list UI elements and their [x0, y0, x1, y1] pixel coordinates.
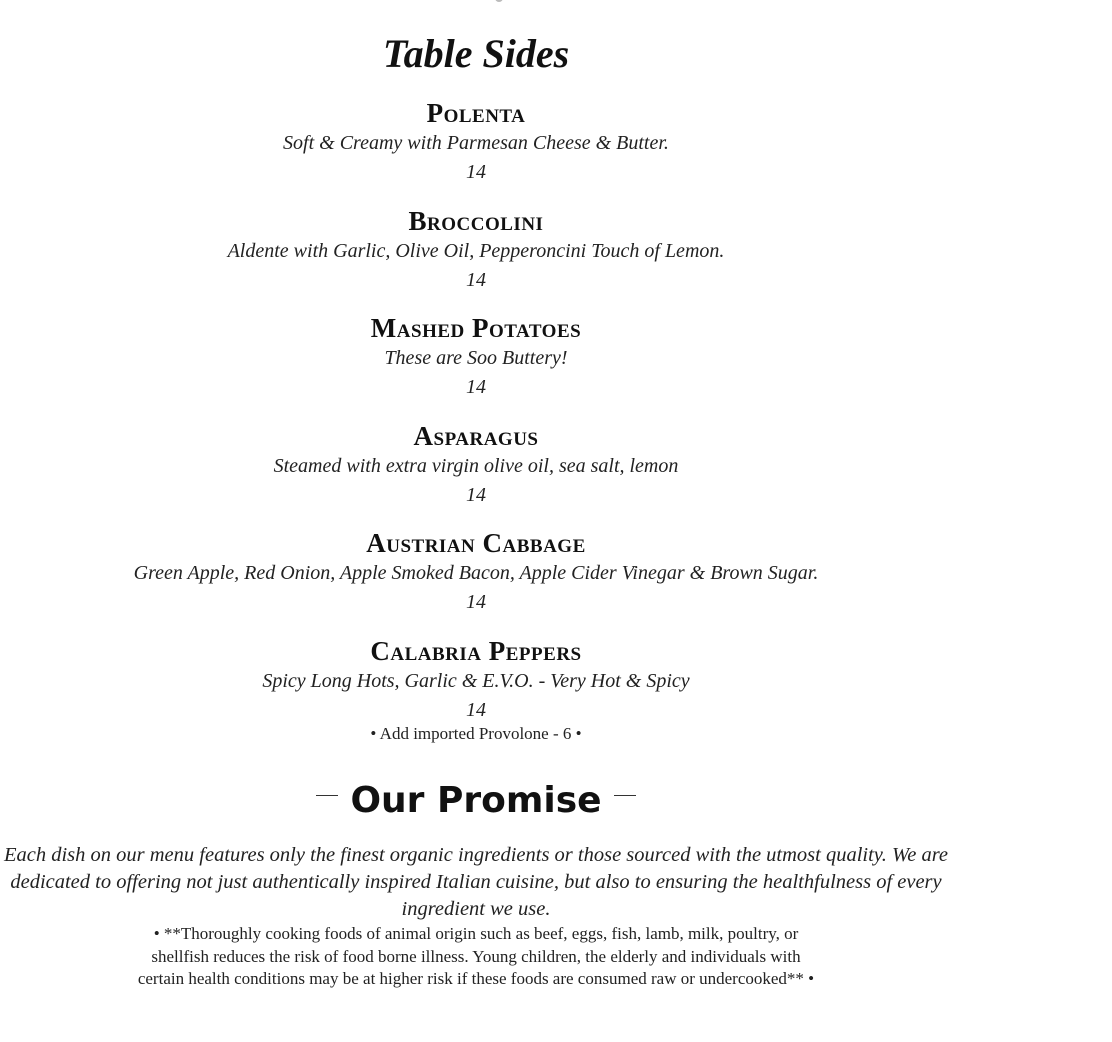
item-name: Calabria Peppers [370, 635, 582, 666]
addon-note: • Add imported Provolone - 6 • [370, 724, 582, 743]
promise-title: Our Promise [350, 780, 602, 821]
item-price: 14 [466, 591, 486, 614]
menu-item-austrian-cabbage [0, 526, 952, 634]
menu-items-list [0, 96, 952, 742]
item-price: 14 [466, 698, 486, 721]
food-safety-warning: • **Thoroughly cooking foods of animal origin such as beef, eggs, fish, lamb, milk, poultry, or shellfish reduces the risk of food borne illness. Young children, the elderly and individuals with certain health conditions may be at higher risk if these foods are consumed raw or undercooked** • [137, 924, 815, 988]
item-name: Polenta [426, 98, 526, 128]
menu-item-mashed-potatoes [0, 311, 952, 419]
item-price: 14 [466, 268, 486, 291]
menu-item-polenta [0, 96, 952, 204]
promise-left-rule [316, 795, 338, 796]
item-description: These are Soo Buttery! [384, 347, 568, 370]
decorative-dot [495, 0, 503, 2]
item-name: Asparagus [413, 420, 539, 451]
menu-item-asparagus [0, 419, 952, 527]
item-description: Green Apple, Red Onion, Apple Smoked Bacon, Apple Cider Vinegar & Brown Sugar. [133, 562, 819, 585]
menu-item-broccolini [0, 204, 952, 312]
item-name: Mashed Potatoes [370, 313, 582, 344]
item-description: Steamed with extra virgin olive oil, sea salt, lemon [273, 454, 679, 477]
item-price: 14 [466, 483, 486, 506]
item-description: Aldente with Garlic, Olive Oil, Pepperoncini Touch of Lemon. [227, 239, 725, 262]
promise-right-rule [614, 795, 636, 796]
item-description: Soft & Creamy with Parmesan Cheese & Butter. [283, 132, 669, 154]
promise-header [0, 776, 952, 826]
promise-text: Each dish on our menu features only the finest organic ingredients or those sourced with the utmost quality. We are dedicated to offering not just authentically inspired Italian cuisine, but also to ensuring the healthfulness of every ingredient we use. [3, 844, 949, 920]
item-price: 14 [466, 376, 486, 399]
section-title: Table Sides [382, 31, 570, 76]
item-name: Broccolini [408, 205, 544, 236]
item-price: 14 [466, 161, 486, 183]
item-description: Spicy Long Hots, Garlic & E.V.O. - Very Hot & Spicy [262, 669, 690, 692]
item-name: Austrian Cabbage [366, 528, 586, 559]
